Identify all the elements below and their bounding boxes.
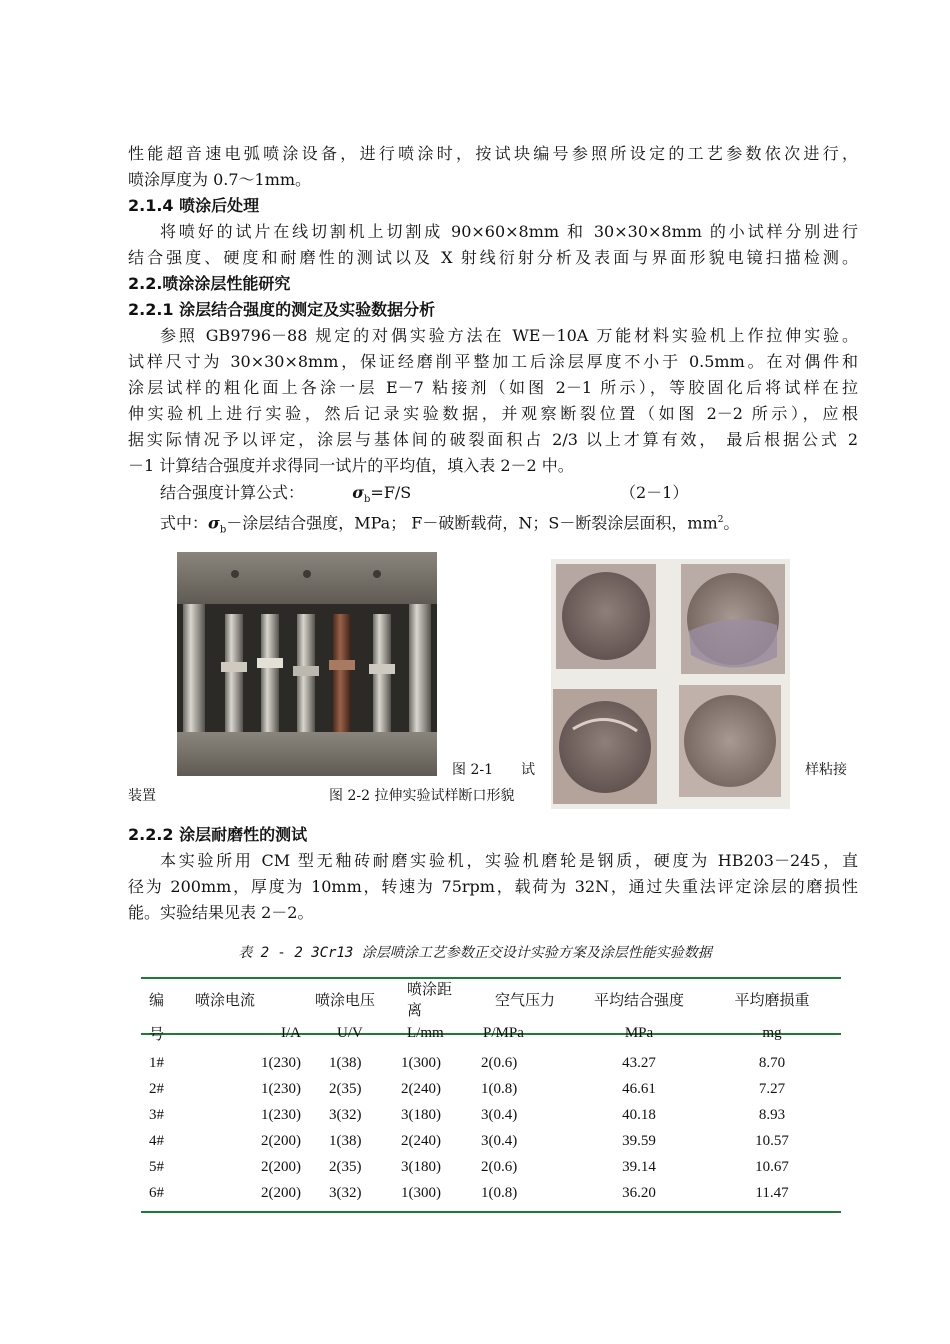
paragraph-line: －1 计算结合强度并求得同一试片的平均值，填入表 2－2 中。 [128, 456, 574, 475]
formula-number: （2－1） [620, 483, 689, 502]
table-cell: 40.18 [622, 1106, 656, 1123]
header-cell: P/MPa [483, 1024, 524, 1041]
table-cell: 1(300) [401, 1054, 441, 1071]
table-cell: 46.61 [622, 1080, 656, 1097]
table-row [141, 1180, 841, 1206]
paragraph-line: 结合强度、硬度和耐磨性的测试以及 X 射线衍射分析及表面与界面形貌电镜扫描检测。 [128, 248, 858, 267]
table-row [141, 1102, 841, 1128]
figure-caption: 样粘接 [805, 762, 847, 778]
figure-2-1-photo [177, 552, 437, 776]
table-cell: 3(180) [401, 1158, 441, 1175]
table-cell: 2(0.6) [481, 1158, 518, 1175]
header-cell: 号 [149, 1026, 165, 1043]
header-cell: 平均磨损重 [734, 992, 810, 1009]
table-cell: 1(230) [261, 1106, 301, 1123]
table-cell: 1(0.8) [481, 1184, 518, 1201]
table-cell: 1(38) [329, 1132, 362, 1149]
table-cell: 39.59 [622, 1132, 656, 1149]
table-cell: 10.67 [755, 1158, 789, 1175]
table-cell: 1(38) [329, 1054, 362, 1071]
table-cell: 2(200) [261, 1132, 301, 1149]
table-header-row [141, 978, 841, 1020]
table-bottom-rule [141, 1211, 841, 1213]
table-cell: 4# [149, 1132, 164, 1149]
header-cell: L/mm [407, 1024, 444, 1041]
table-row [141, 1076, 841, 1102]
table-cell: 2(35) [329, 1158, 362, 1175]
where-text: －涂层结合强度，MPa； F－破断载荷，N；S－断裂涂层面积，mm [226, 513, 718, 533]
where-superscript: 2 [717, 515, 724, 525]
header-cell: 喷涂电流 [195, 992, 256, 1009]
header-cell: U/V [337, 1024, 363, 1041]
header-cell: 平均结合强度 [593, 992, 684, 1009]
table-cell: 1(300) [401, 1184, 441, 1201]
table-header-row [141, 1020, 841, 1046]
section-heading: 2.1.4 喷涂后处理 [128, 196, 260, 215]
figure-caption: 装置 [128, 788, 156, 804]
table-cell: 3(0.4) [481, 1106, 518, 1123]
table-cell: 6# [149, 1184, 164, 1201]
formula-label: 结合强度计算公式： [160, 483, 305, 502]
paragraph-line: 涂层试样的粗化面上各涂一层 E－7 粘接剂（如图 2－1 所示），等胶固化后将试样在拉 [128, 378, 858, 397]
table-cell: 7.27 [758, 1080, 786, 1097]
formula-rhs: =F/S [370, 483, 412, 502]
table-cell: 3(0.4) [481, 1132, 518, 1149]
paragraph-line: 将喷好的试片在线切割机上切割成 90×60×8mm 和 30×30×8mm 的小试样分别进行 [160, 222, 858, 241]
table-cell: 2(240) [401, 1080, 441, 1097]
figure-caption: 试 [521, 762, 535, 778]
paragraph-line: 伸实验机上进行实验，然后记录实验数据，并观察断裂位置（如图 2－2 所示），应根 [128, 404, 858, 423]
table-cell: 3(32) [329, 1184, 362, 1201]
table-cell: 43.27 [622, 1054, 656, 1071]
table-cell: 1(230) [261, 1054, 301, 1071]
where-subscript: b [219, 524, 227, 536]
section-heading: 2.2.2 涂层耐磨性的测试 [128, 825, 308, 844]
table-cell: 3(32) [329, 1106, 362, 1123]
table-cell: 2(35) [329, 1080, 362, 1097]
section-heading: 2.2.1 涂层结合强度的测定及实验数据分析 [128, 300, 436, 319]
table-cell: 2(240) [401, 1132, 441, 1149]
header-cell: 空气压力 [495, 992, 556, 1009]
where-end: 。 [723, 513, 740, 533]
header-cell: I/A [281, 1024, 301, 1041]
paragraph-line: 据实际情况予以评定，涂层与基体间的破裂面积占 2/3 以上才算有效， 最后根据公式 2 [128, 430, 858, 449]
table-cell: 8.93 [758, 1106, 786, 1123]
sigma-symbol: σ [352, 483, 364, 502]
table-caption: 表 2 - 2 3Cr13 涂层喷涂工艺参数正交设计实验方案及涂层性能实验数据 [238, 945, 712, 961]
table-cell: 11.47 [755, 1184, 789, 1201]
paragraph-line: 试样尺寸为 30×30×8mm，保证经磨削平整加工后涂层厚度不小于 0.5mm。在对偶件和 [128, 352, 858, 371]
table-row [141, 1050, 841, 1076]
figure-caption: 图 2-2 拉伸实验试样断口形貌 [329, 788, 515, 804]
header-cell: mg [762, 1024, 782, 1041]
table-cell: 3(180) [401, 1106, 441, 1123]
table-cell: 2(200) [261, 1158, 301, 1175]
table-cell: 2(0.6) [481, 1054, 518, 1071]
where-prefix: 式中： [160, 513, 209, 533]
table-cell: 10.57 [755, 1132, 789, 1149]
header-cell: MPa [624, 1024, 654, 1041]
data-table [141, 978, 841, 1206]
table-cell: 1(0.8) [481, 1080, 518, 1097]
header-cell: 编 [149, 992, 165, 1009]
table-row [141, 1128, 841, 1154]
table-cell: 8.70 [758, 1054, 786, 1071]
table-cell: 1# [149, 1054, 164, 1071]
table-cell: 39.14 [622, 1158, 656, 1175]
table-cell: 36.20 [622, 1184, 656, 1201]
table-cell: 2(200) [261, 1184, 301, 1201]
table-cell: 1(230) [261, 1080, 301, 1097]
paragraph-line: 径为 200mm，厚度为 10mm，转速为 75rpm，载荷为 32N，通过失重法评定涂层的磨损性 [128, 877, 858, 896]
table-row [141, 1154, 841, 1180]
formula-subscript: b [364, 494, 371, 506]
table-cell: 3# [149, 1106, 164, 1123]
table-cell: 2# [149, 1080, 164, 1097]
sigma-symbol: σ [208, 513, 220, 533]
table-cell: 5# [149, 1158, 164, 1175]
paragraph-line: 性能超音速电弧喷涂设备，进行喷涂时，按试块编号参照所设定的工艺参数依次进行， [128, 144, 858, 163]
figure-2-2-photo [551, 559, 790, 809]
paragraph-line: 参照 GB9796－88 规定的对偶实验方法在 WE－10A 万能材料实验机上作拉伸实验。 [160, 326, 858, 345]
header-cell: 喷涂距离 [407, 982, 453, 1019]
formula-explanation [160, 507, 858, 544]
paragraph-line: 本实验所用 CM 型无釉砖耐磨实验机，实验机磨轮是钢质，硬度为 HB203－245，直 [160, 851, 858, 870]
header-cell: 喷涂电压 [315, 992, 376, 1009]
section-heading: 2.2.喷涂涂层性能研究 [128, 274, 291, 293]
paragraph-line: 喷涂厚度为 0.7～1mm。 [128, 170, 312, 189]
paragraph-line: 能。实验结果见表 2－2。 [128, 903, 314, 922]
figure-caption: 图 2-1 [452, 762, 493, 778]
